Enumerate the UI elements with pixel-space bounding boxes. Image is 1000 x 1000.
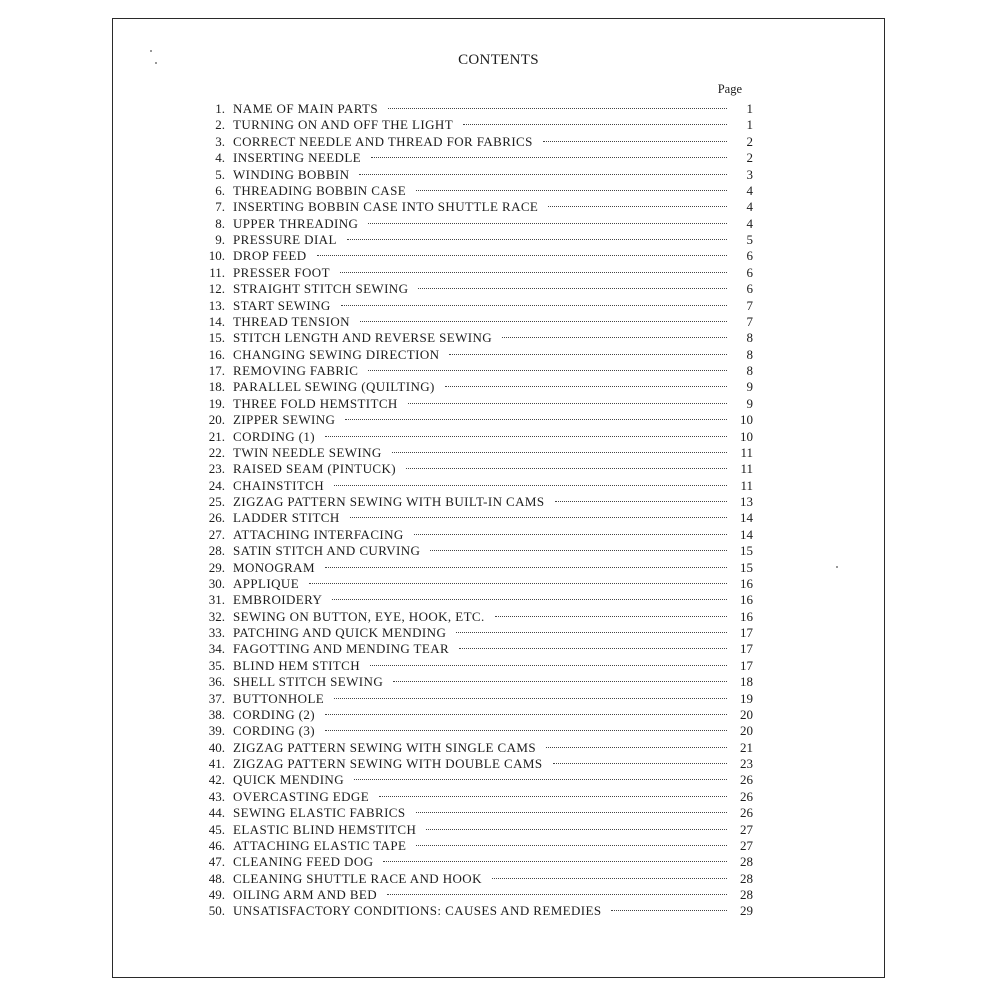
toc-entry <box>197 772 753 788</box>
toc-entry <box>197 313 753 330</box>
dot-leader <box>379 796 727 797</box>
dot-leader <box>354 779 727 780</box>
toc-entry-number: 20. <box>208 412 225 428</box>
toc-entry-title: CORRECT NEEDLE AND THREAD FOR FABRICS <box>233 133 533 149</box>
toc-entry <box>197 182 753 199</box>
toc-entry-title: QUICK MENDING <box>233 772 344 788</box>
toc-entry-title: WINDING BOBBIN <box>233 166 350 182</box>
toc-entry-title: CHAINSTITCH <box>233 477 325 493</box>
toc-entry-page: 6 <box>746 281 753 297</box>
toc-entry-number: 19. <box>208 395 225 411</box>
toc-entry-page: 15 <box>740 559 753 575</box>
toc-entry-title: CORDING (1) <box>233 428 316 444</box>
toc-entry-page: 17 <box>740 657 753 673</box>
toc-entry-title: RAISED SEAM (PINTUCK) <box>233 461 396 477</box>
toc-entry-title: FAGOTTING AND MENDING TEAR <box>233 641 450 657</box>
toc-entry-page: 4 <box>746 199 753 215</box>
toc-entry-page: 11 <box>740 477 753 493</box>
toc-entry-title: TURNING ON AND OFF THE LIGHT <box>233 117 454 133</box>
toc-entry-number: 2. <box>215 117 225 133</box>
toc-entry <box>197 363 753 379</box>
toc-entry-page: 8 <box>746 346 753 362</box>
dot-leader <box>492 878 727 879</box>
toc-entry-title: SHELL STITCH SEWING <box>233 674 384 690</box>
toc-entry-number: 16. <box>208 346 225 362</box>
toc-entry <box>197 903 753 919</box>
toc-entry-title: START SEWING <box>233 297 331 313</box>
toc-entry <box>197 395 753 412</box>
toc-entry <box>197 379 753 395</box>
toc-entry-number: 34. <box>208 641 225 657</box>
toc-entry-number: 42. <box>208 772 225 788</box>
dot-leader <box>350 517 727 518</box>
toc-entry-number: 17. <box>208 363 225 378</box>
toc-entry-number: 50. <box>208 903 225 919</box>
dot-leader <box>309 583 727 584</box>
toc-entry <box>197 281 753 297</box>
toc-entry <box>197 592 753 608</box>
toc-entry-title: PRESSURE DIAL <box>233 232 337 247</box>
toc-entry-page: 28 <box>740 854 753 870</box>
dot-leader <box>334 485 727 486</box>
toc-entry-number: 43. <box>208 788 225 804</box>
toc-entry <box>197 706 753 723</box>
toc-entry-title: TWIN NEEDLE SEWING <box>233 444 382 460</box>
dot-leader <box>426 829 727 830</box>
dot-leader <box>463 124 727 125</box>
dot-leader <box>445 386 727 387</box>
dot-leader <box>340 272 727 273</box>
dot-leader <box>325 730 727 731</box>
toc-entry-title: ELASTIC BLIND HEMSTITCH <box>233 821 417 837</box>
toc-entry-number: 35. <box>208 657 225 673</box>
toc-entry <box>197 101 753 117</box>
toc-entry <box>197 625 753 641</box>
toc-entry-title: CORDING (2) <box>233 706 316 722</box>
dot-leader <box>546 747 727 748</box>
toc-entry <box>197 870 753 887</box>
toc-entry-page: 27 <box>740 821 753 837</box>
toc-entry-number: 7. <box>215 199 225 215</box>
toc-entry <box>197 215 753 232</box>
toc-entry-number: 25. <box>208 494 225 509</box>
toc-entry-title: PARALLEL SEWING (QUILTING) <box>233 379 435 395</box>
toc-entry <box>197 559 753 576</box>
toc-entry-number: 29. <box>208 559 225 575</box>
toc-entry-page: 23 <box>740 756 753 771</box>
dot-leader <box>388 108 727 109</box>
toc-entry-number: 22. <box>208 444 225 460</box>
toc-entry-page: 17 <box>740 641 753 657</box>
toc-entry-title: CORDING (3) <box>233 723 316 739</box>
toc-entry-page: 4 <box>746 182 753 198</box>
toc-entry-number: 9. <box>215 232 225 247</box>
dot-leader <box>502 337 727 338</box>
toc-entry-page: 14 <box>740 526 753 542</box>
toc-entry-title: BUTTONHOLE <box>233 690 325 706</box>
dot-leader <box>325 436 727 437</box>
dot-leader <box>392 452 727 453</box>
dot-leader <box>548 206 727 207</box>
toc-entry-number: 47. <box>208 854 225 870</box>
toc-entry-number: 1. <box>215 101 225 116</box>
toc-entry-number: 28. <box>208 543 225 559</box>
toc-entry-number: 12. <box>208 281 225 297</box>
toc-entry <box>197 264 753 281</box>
toc-entry-title: ATTACHING INTERFACING <box>233 526 404 542</box>
toc-entry-title: NAME OF MAIN PARTS <box>233 101 378 116</box>
toc-entry <box>197 330 753 346</box>
toc-entry <box>197 510 753 526</box>
toc-entry-title: OILING ARM AND BED <box>233 887 378 902</box>
table-of-contents <box>197 101 753 920</box>
toc-entry <box>197 739 753 756</box>
dot-leader <box>449 354 727 355</box>
dot-leader <box>495 616 727 617</box>
toc-entry <box>197 133 753 150</box>
toc-entry-page: 18 <box>740 674 753 690</box>
toc-entry <box>197 494 753 510</box>
toc-entry-page: 17 <box>740 625 753 640</box>
toc-entry-number: 45. <box>208 821 225 837</box>
toc-entry-page: 10 <box>740 428 753 444</box>
toc-entry <box>197 199 753 215</box>
toc-entry-number: 11. <box>209 264 225 280</box>
toc-entry-page: 3 <box>746 166 753 182</box>
dot-leader <box>416 845 727 846</box>
dot-leader <box>430 550 727 551</box>
dot-leader <box>555 501 727 502</box>
toc-entry-number: 32. <box>208 608 225 624</box>
toc-entry-page: 26 <box>740 805 753 821</box>
dot-leader <box>416 812 727 813</box>
dot-leader <box>418 288 727 289</box>
toc-entry-title: MONOGRAM <box>233 559 315 575</box>
toc-entry-number: 21. <box>208 428 225 444</box>
toc-entry-number: 15. <box>208 330 225 346</box>
toc-entry-title: EMBROIDERY <box>233 592 323 608</box>
dot-leader <box>406 468 727 469</box>
toc-entry-title: BLIND HEM STITCH <box>233 657 361 673</box>
scan-speck <box>155 62 157 64</box>
document-page <box>112 18 885 978</box>
dot-leader <box>368 370 727 371</box>
toc-entry-number: 5. <box>215 166 225 182</box>
toc-entry-page: 5 <box>746 232 753 247</box>
dot-leader <box>370 665 727 666</box>
toc-entry-page: 11 <box>740 444 753 460</box>
toc-entry-title: OVERCASTING EDGE <box>233 788 370 804</box>
toc-entry-number: 36. <box>208 674 225 690</box>
toc-entry-page: 29 <box>740 903 753 919</box>
toc-entry <box>197 805 753 821</box>
dot-leader <box>334 698 727 699</box>
toc-entry-page: 14 <box>740 510 753 526</box>
toc-entry <box>197 854 753 870</box>
toc-entry-page: 1 <box>746 101 753 116</box>
dot-leader <box>360 321 727 322</box>
toc-entry <box>197 428 753 445</box>
toc-entry <box>197 477 753 494</box>
toc-entry-title: SEWING ELASTIC FABRICS <box>233 805 406 821</box>
dot-leader <box>408 403 727 404</box>
page-column-header: Page <box>717 82 742 96</box>
toc-entry-title: UPPER THREADING <box>233 215 359 231</box>
toc-entry <box>197 641 753 657</box>
toc-entry <box>197 117 753 133</box>
toc-entry <box>197 608 753 625</box>
toc-entry-page: 28 <box>740 870 753 886</box>
toc-entry-title: DROP FEED <box>233 248 307 264</box>
toc-entry <box>197 346 753 363</box>
toc-entry-page: 9 <box>746 379 753 395</box>
toc-entry-number: 10. <box>208 248 225 264</box>
dot-leader <box>393 681 727 682</box>
dot-leader <box>459 648 727 649</box>
toc-entry <box>197 543 753 559</box>
dot-leader <box>341 305 727 306</box>
toc-entry-page: 7 <box>746 313 753 329</box>
toc-entry-page: 28 <box>740 887 753 902</box>
dot-leader <box>611 910 727 911</box>
toc-entry <box>197 444 753 461</box>
dot-leader <box>347 239 727 240</box>
dot-leader <box>332 599 727 600</box>
toc-entry-number: 27. <box>208 526 225 542</box>
toc-entry <box>197 412 753 428</box>
toc-entry-page: 26 <box>740 772 753 788</box>
toc-entry-title: CLEANING FEED DOG <box>233 854 374 870</box>
toc-entry <box>197 821 753 838</box>
toc-entry-number: 33. <box>208 625 225 640</box>
toc-entry-page: 13 <box>740 494 753 509</box>
toc-entry <box>197 297 753 314</box>
toc-entry-title: THREADING BOBBIN CASE <box>233 182 407 198</box>
dot-leader <box>325 567 727 568</box>
toc-entry-page: 7 <box>746 297 753 313</box>
toc-entry-title: LADDER STITCH <box>233 510 340 526</box>
toc-entry-number: 18. <box>208 379 225 395</box>
toc-entry-page: 16 <box>740 592 753 608</box>
toc-entry-number: 39. <box>208 723 225 739</box>
dot-leader <box>416 190 727 191</box>
toc-entry-number: 48. <box>208 870 225 886</box>
toc-entry <box>197 461 753 477</box>
toc-entry-number: 4. <box>215 150 225 166</box>
toc-entry <box>197 756 753 772</box>
toc-entry-title: SATIN STITCH AND CURVING <box>233 543 421 559</box>
toc-entry <box>197 674 753 690</box>
toc-entry <box>197 723 753 739</box>
toc-entry-title: REMOVING FABRIC <box>233 363 359 378</box>
dot-leader <box>414 534 727 535</box>
toc-entry-title: CHANGING SEWING DIRECTION <box>233 346 440 362</box>
toc-entry <box>197 690 753 707</box>
toc-entry-number: 30. <box>208 575 225 591</box>
toc-entry-title: THREAD TENSION <box>233 313 350 329</box>
toc-entry-number: 26. <box>208 510 225 526</box>
toc-entry-number: 13. <box>208 297 225 313</box>
toc-entry-page: 8 <box>746 363 753 378</box>
toc-entry <box>197 248 753 264</box>
toc-entry-page: 20 <box>740 706 753 722</box>
toc-entry-title: UNSATISFACTORY CONDITIONS: CAUSES AND REMEDIES <box>233 903 602 919</box>
toc-entry-number: 37. <box>208 690 225 706</box>
toc-entry-page: 26 <box>740 788 753 804</box>
toc-entry-page: 8 <box>746 330 753 346</box>
dot-leader <box>553 763 728 764</box>
toc-entry-page: 27 <box>740 837 753 853</box>
toc-entry-title: ZIGZAG PATTERN SEWING WITH SINGLE CAMS <box>233 739 536 755</box>
dot-leader <box>368 223 727 224</box>
page-title: CONTENTS <box>458 52 539 68</box>
dot-leader <box>317 255 727 256</box>
scan-speck <box>150 50 152 52</box>
toc-entry-number: 40. <box>208 739 225 755</box>
dot-leader <box>387 894 727 895</box>
toc-entry-page: 20 <box>740 723 753 739</box>
toc-entry-page: 9 <box>746 395 753 411</box>
toc-entry-page: 2 <box>746 133 753 149</box>
toc-entry-page: 11 <box>740 461 753 477</box>
toc-entry-title: APPLIQUE <box>233 575 300 591</box>
toc-entry <box>197 887 753 903</box>
toc-entry-title: THREE FOLD HEMSTITCH <box>233 395 398 411</box>
dot-leader <box>325 714 727 715</box>
toc-entry-page: 2 <box>746 150 753 166</box>
toc-entry-page: 4 <box>746 215 753 231</box>
toc-entry-title: STRAIGHT STITCH SEWING <box>233 281 409 297</box>
toc-entry <box>197 166 753 183</box>
toc-entry-title: INSERTING BOBBIN CASE INTO SHUTTLE RACE <box>233 199 539 215</box>
toc-entry-page: 19 <box>740 690 753 706</box>
dot-leader <box>456 632 727 633</box>
toc-entry-number: 23. <box>208 461 225 477</box>
toc-entry <box>197 837 753 854</box>
toc-entry <box>197 232 753 248</box>
toc-entry-page: 21 <box>740 739 753 755</box>
toc-entry-page: 16 <box>740 608 753 624</box>
toc-entry <box>197 788 753 805</box>
toc-entry-title: INSERTING NEEDLE <box>233 150 362 166</box>
toc-entry <box>197 575 753 592</box>
toc-entry-number: 8. <box>215 215 225 231</box>
dot-leader <box>345 419 727 420</box>
toc-entry-title: ZIGZAG PATTERN SEWING WITH DOUBLE CAMS <box>233 756 543 771</box>
toc-entry-title: STITCH LENGTH AND REVERSE SEWING <box>233 330 493 346</box>
toc-entry-title: PATCHING AND QUICK MENDING <box>233 625 447 640</box>
toc-entry-page: 15 <box>740 543 753 559</box>
toc-entry-number: 44. <box>208 805 225 821</box>
scan-speck <box>836 566 838 568</box>
toc-entry <box>197 150 753 166</box>
dot-leader <box>371 157 727 158</box>
dot-leader <box>383 861 727 862</box>
toc-entry-number: 38. <box>208 706 225 722</box>
toc-entry-title: SEWING ON BUTTON, EYE, HOOK, ETC. <box>233 608 485 624</box>
toc-entry-number: 31. <box>208 592 225 608</box>
toc-entry-title: CLEANING SHUTTLE RACE AND HOOK <box>233 870 482 886</box>
toc-entry <box>197 657 753 674</box>
toc-entry-title: ZIGZAG PATTERN SEWING WITH BUILT-IN CAMS <box>233 494 545 509</box>
toc-entry-page: 10 <box>740 412 753 428</box>
toc-entry-title: ATTACHING ELASTIC TAPE <box>233 837 407 853</box>
toc-entry-page: 6 <box>746 264 753 280</box>
toc-entry-title: PRESSER FOOT <box>233 264 330 280</box>
toc-entry-number: 41. <box>208 756 225 771</box>
toc-entry-page: 6 <box>746 248 753 264</box>
toc-entry-number: 14. <box>208 313 225 329</box>
toc-entry-number: 24. <box>208 477 225 493</box>
toc-entry-number: 3. <box>215 133 225 149</box>
toc-entry-number: 46. <box>208 837 225 853</box>
toc-entry-page: 16 <box>740 575 753 591</box>
dot-leader <box>359 174 727 175</box>
toc-entry-title: ZIPPER SEWING <box>233 412 336 428</box>
toc-entry-number: 49. <box>208 887 225 902</box>
dot-leader <box>543 141 727 142</box>
toc-entry-number: 6. <box>215 182 225 198</box>
toc-entry-page: 1 <box>746 117 753 133</box>
toc-entry <box>197 526 753 543</box>
